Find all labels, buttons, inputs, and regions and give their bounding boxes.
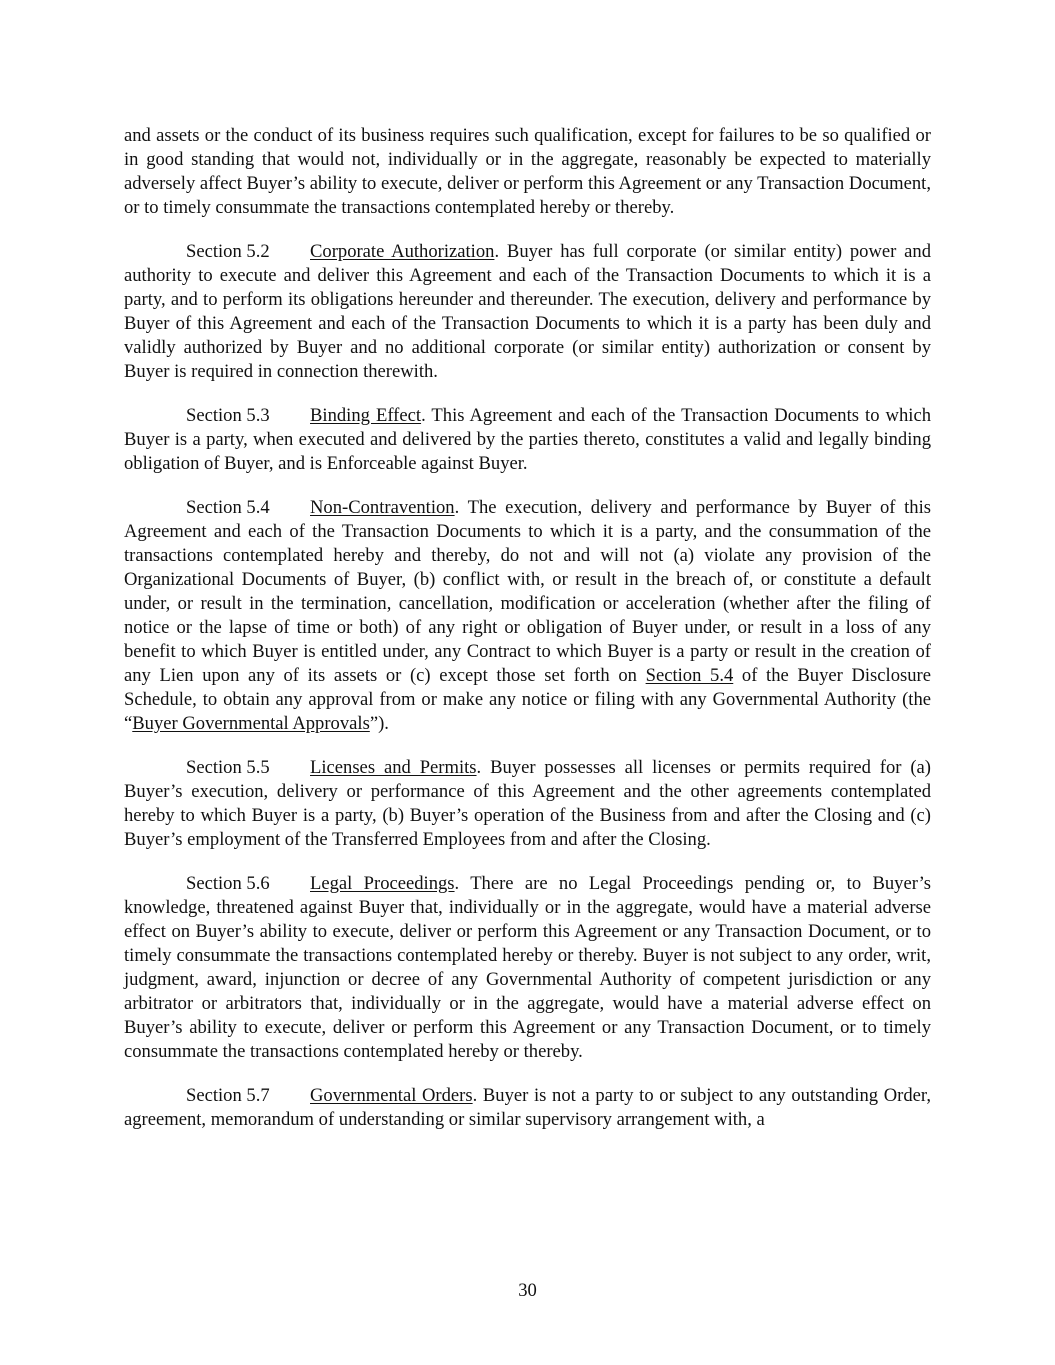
section-number: Section 5.6 (186, 873, 270, 894)
section-number: Section 5.5 (186, 757, 270, 778)
section-body: . This Agreement and each of the Transaction Documents to which Buyer is a party, when executed and delivered by the parties thereto, constitutes a valid and legally binding obligation of Buyer, and is Enforceable against Buyer. (124, 405, 931, 474)
section-5-2 (124, 240, 931, 384)
section-body: ”). (369, 713, 389, 734)
section-number: Section 5.4 (186, 497, 270, 518)
section-reference: Section 5.4 (645, 665, 734, 686)
page-number: 30 (518, 1280, 537, 1301)
section-5-4 (124, 496, 931, 736)
section-5-7 (124, 1084, 931, 1132)
section-title: Legal Proceedings (310, 873, 455, 894)
section-5-6 (124, 872, 931, 1064)
section-body: . Buyer possesses all licenses or permits required for (a) Buyer’s execution, delivery or performance of this Agreement and the other agreements contemplated hereby to which Buyer is a party, (b) Buyer’s operation of the Business from and after the Closing and (c) Buyer’s employment of the Transferred Employees from and after the Closing. (124, 757, 932, 850)
section-5-5 (124, 756, 931, 852)
section-body: . Buyer has full corporate (or similar entity) power and authority to execute and deliver this Agreement and each of the Transaction Documents to which it is a party, and to perform its obligations hereunder and thereunder. The execution, delivery and performance by Buyer of this Agreement and each of the Transaction Documents to which it is a party has been duly and validly authorized by Buyer and no additional corporate (or similar entity) authorization or consent by Buyer is required in connection therewith. (124, 241, 931, 382)
section-5-3 (124, 404, 931, 476)
section-title: Binding Effect (310, 405, 422, 426)
section-number: Section 5.7 (186, 1085, 270, 1106)
section-number: Section 5.3 (186, 405, 270, 426)
section-title: Non-Contravention (310, 497, 455, 518)
paragraph-continuation: and assets or the conduct of its business requires such qualification, except for failures to be so qualified or in good standing that would not, individually or in the aggregate, reasonably be expected to materially adversely affect Buyer’s ability to execute, deliver or perform this Agreement or any Transaction Document, or to timely consummate the transactions contemplated hereby or thereby. (124, 125, 931, 218)
document-page (124, 124, 931, 1152)
section-body: . The execution, delivery and performance by Buyer of this Agreement and each of the Transaction Documents to which it is a party, and the consummation of the transactions contemplated hereby and thereby, do not and will not (a) violate any provision of the Organizational Documents of Buyer, (b) conflict with, or result in the breach of, or constitute a default under, or result in the termination, cancellation, modification or acceleration (whether after the filing of notice or the lapse of time or both) of any right or obligation of Buyer under, or result in a loss of any benefit to which Buyer is entitled under, any Contract to which Buyer is a party or result in the creation of any Lien upon any of its assets or (c) except those set forth on (124, 497, 931, 686)
section-body: . Buyer is not a party to or subject to any outstanding Order, agreement, memorandum of understanding or similar supervisory arrangement with, a (124, 1085, 932, 1130)
section-body: of the Buyer Disclosure Schedule, to obtain any approval from or make any notice or filing with any Governmental Authority (the “ (124, 665, 931, 734)
section-body: . There are no Legal Proceedings pending or, to Buyer’s knowledge, threatened against Buyer that, individually or in the aggregate, would have a material adverse effect on Buyer’s ability to execute, deliver or perform this Agreement or any Transaction Document, or to timely consummate the transactions contemplated hereby or thereby. Buyer is not subject to any order, writ, judgment, award, injunction or decree of any Governmental Authority of competent jurisdiction or any arbitrator or arbitrators that, individually or in the aggregate, would have a material adverse effect on Buyer’s ability to execute, deliver or perform this Agreement or any Transaction Document, or to timely consummate the transactions contemplated hereby or thereby. (124, 873, 931, 1062)
defined-term: Buyer Governmental Approvals (132, 713, 370, 734)
section-title: Governmental Orders (310, 1085, 473, 1106)
section-title: Licenses and Permits (310, 757, 477, 778)
section-title: Corporate Authorization (310, 241, 495, 262)
section-number: Section 5.2 (186, 241, 270, 262)
